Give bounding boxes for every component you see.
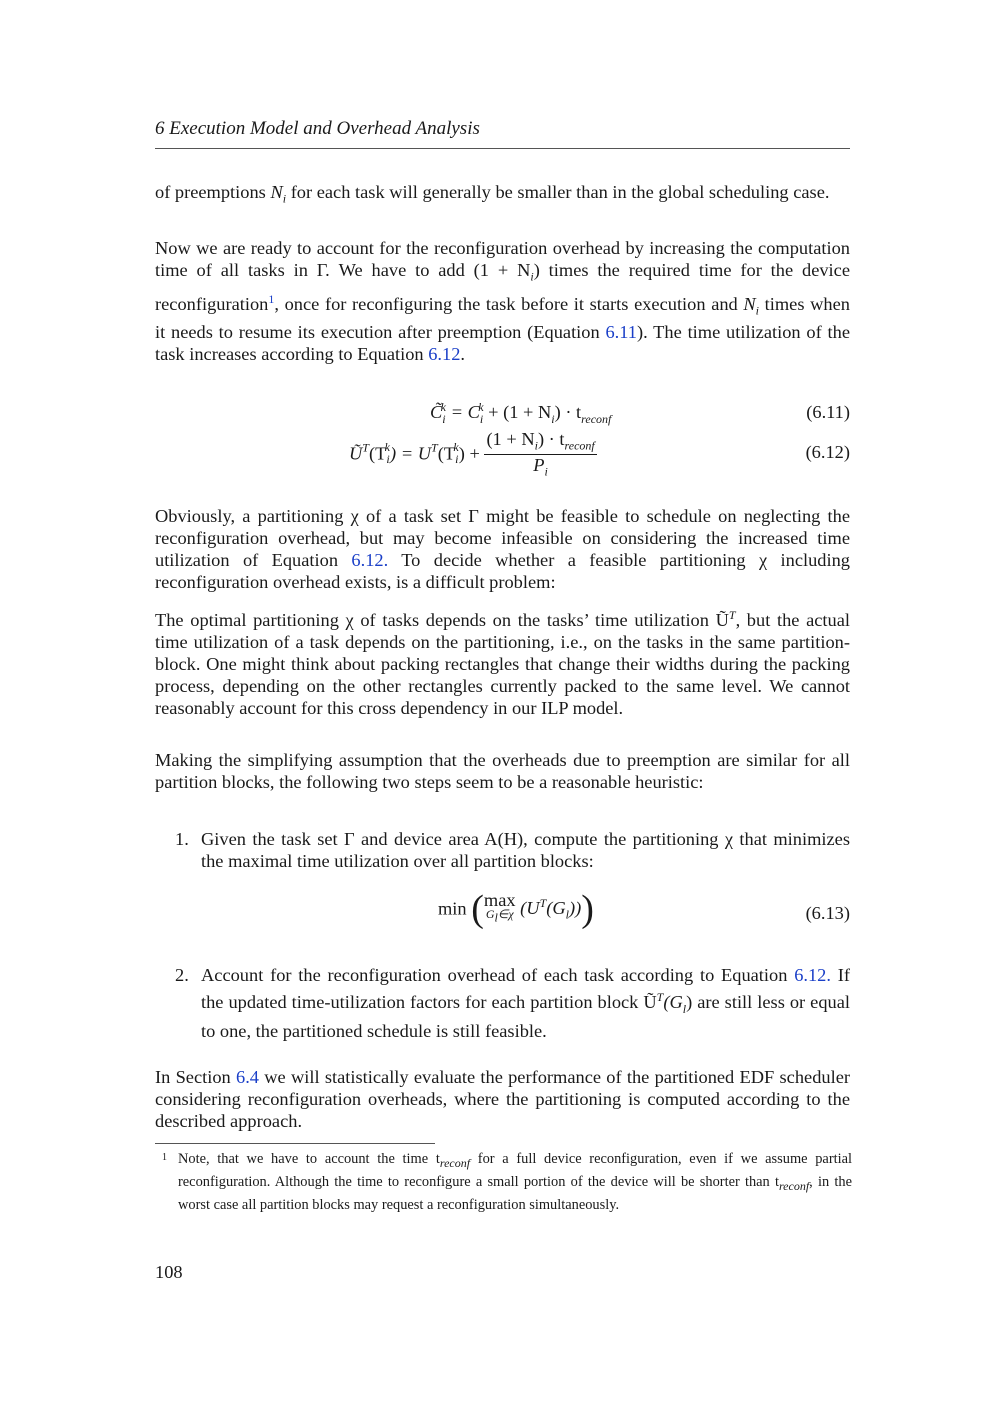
running-header xyxy=(155,118,850,149)
running-title: 6 Execution Model and Overhead Analysis xyxy=(155,118,480,139)
p6-text-a: In Section xyxy=(155,1067,231,1087)
equation-6-13: min (max $G_l\in\chi$ $(U^T(G_l))$) xyxy=(438,888,594,930)
paragraph-5 xyxy=(155,749,850,793)
p4-text-b: , but the actual time utilization of a task depends on the partitioning, i.e., on the tasks in the same partition-block. One might think about packing rectangles that change their widths during the packing process, depending on the other rectangles currently packed to the same level. We cannot reasonably account for this cross dependency in our ILP model. xyxy=(155,610,850,719)
footnote xyxy=(162,1150,852,1215)
eq-612-link[interactable]: 6.12 xyxy=(428,344,461,365)
section-6-4-link[interactable]: 6.4 xyxy=(236,1067,260,1087)
eq-613-label: (6.13) xyxy=(805,903,850,923)
footnote-rule xyxy=(155,1143,435,1144)
p2-text-e: ). The time utilization of the task increases according to Equation xyxy=(155,322,850,365)
page-number: 108 xyxy=(155,1262,183,1282)
paragraph-6 xyxy=(155,1066,850,1132)
p5-text: Making the simplifying assumption that the overheads due to preemption are similar for all partition blocks, the following two steps seem to be a reasonable heuristic: xyxy=(155,750,850,792)
equation-6-12: $Ũ^T(T_i^k) = U^T(T_i^k)$ + $\frac{(1 + N_i) \cdot t_{reconf}}{P_i}$ xyxy=(349,429,595,479)
p2-text-c: , once for reconfiguring the task before it starts execution and xyxy=(274,293,738,314)
footnote-text: Note, that we have to account the time $t_{reconf}$ for a full device reconfiguration, even if we assume partial reconfiguration. Although the time to reconfigure a small portion of the device will be shorter than $t_{reconf}$, in the worst case all partition blocks may request a reconfiguration simultaneously. xyxy=(178,1151,852,1213)
paragraph-3 xyxy=(155,505,850,593)
paragraph-1 xyxy=(155,181,850,210)
p3-text-a: Obviously, a partitioning χ of a task set Γ might be feasible to schedule on neglecting the reconfiguration overhead, but may become infeasible on considering the increased time utilization of Equation xyxy=(155,506,850,570)
eq-612-link-3[interactable]: 6.12. xyxy=(794,965,831,985)
list-num-1: 1. xyxy=(175,829,189,849)
equation-6-11: $C̃_i^k = C_i^k + (1 + N_i) \cdot t_{reconf}$ xyxy=(430,400,612,426)
footnote-ref[interactable]: 1 xyxy=(268,291,275,306)
list-item-2 xyxy=(175,964,850,1042)
eq-612-link-2[interactable]: 6.12. xyxy=(351,550,389,570)
p1-rest: for each task will generally be smaller than in the global scheduling case. xyxy=(290,182,830,202)
list-text-2: Account for the reconfiguration overhead of each task according to Equation 6.12. If the updated time-utilization factors for each partition block $Ũ^T(G_l)$ are still less or equal to one, the partitioned schedule is still feasible. xyxy=(201,965,850,1041)
p3-text-b: To decide whether a feasible partitioning χ including reconfiguration overhead exists, is a difficult problem: xyxy=(155,550,850,592)
p2-text-d: times when it needs to resume its execution after preemption (Equation xyxy=(155,293,850,343)
eq-611-link[interactable]: 6.11 xyxy=(605,322,637,343)
list-item-1 xyxy=(175,828,850,872)
eq-611-label: (6.11) xyxy=(806,402,850,422)
p2-text-b: ) times the required time for the device reconfiguration xyxy=(155,260,850,314)
list-num-2: 2. xyxy=(175,965,189,985)
p6-text-b: we will statistically evaluate the performance of the partitioned EDF scheduler considering reconfiguration overheads, where the partitioning is computed according to the described approach. xyxy=(155,1067,850,1131)
paragraph-4: The optimal partitioning χ of tasks depends on the tasks’ time utilization $Ũ^T$, but the actual time utilization of a task depends on the partitioning, i.e., on the tasks in the same partition-block. One might think about packing rectangles that change their widths during the packing process, depending on the other rectangles currently packed to the same level. We cannot reasonably account for this cross dependency in our ILP model. xyxy=(155,608,850,719)
p1-ni: $N_i$ xyxy=(270,182,287,206)
paragraph-2: Now we are ready to account for the reconfiguration overhead by increasing the computation time of all tasks in Γ. We have to add $(1 + N_i)$ times the required time for the device reconfiguration$^1$, once for reconfiguring the task before it starts execution and $N_i$ times when it needs to resume its execution after preemption (Equation 6.11). The time utilization of the task increases according to Equation 6.12. xyxy=(155,238,850,365)
p1-text: of preemptions xyxy=(155,182,266,202)
list-text-1: Given the task set Γ and device area A(H), compute the partitioning χ that minimizes the maximal time utilization over all partition blocks: xyxy=(201,829,850,871)
footnote-mark: 1 xyxy=(162,1152,167,1163)
eq-612-label: (6.12) xyxy=(805,442,850,462)
p2-text-a: Now we are ready to account for the reconfiguration overhead by increasing the computation time of all tasks in Γ. We have to add (1 + N xyxy=(155,238,850,280)
p4-text-a: The optimal partitioning χ of tasks depends on the tasks’ time utilization Ũ xyxy=(155,610,729,631)
